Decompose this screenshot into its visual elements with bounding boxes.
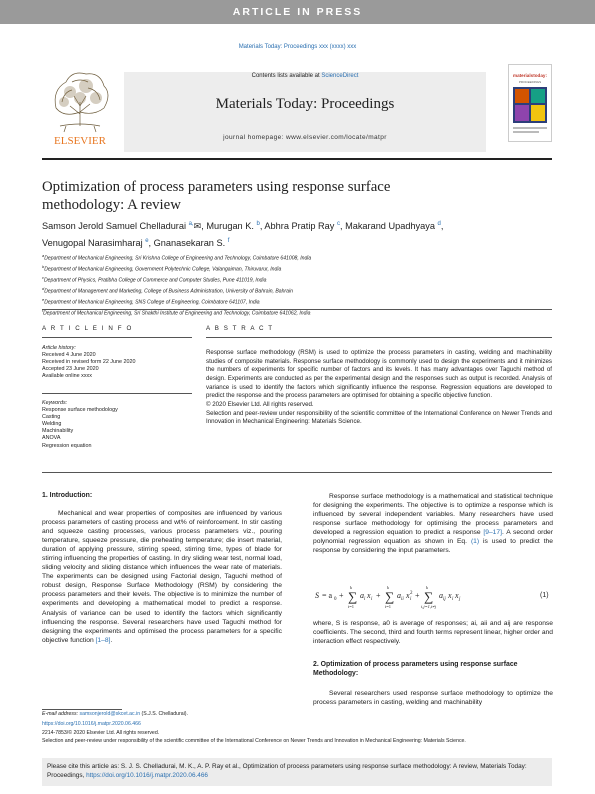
paragraph-text: Mechanical and wear properties of composites are influenced by various process parameters of casting process and wt% of reinforcement. In stir casting and squeeze casting processes, various process parameters viz., pouring temperature, squeeze pressure, die preheating temperature; die insert material, duration of applying pressure, stirring speed, stirring time, types of blade for stirring influencing the properties of casting. In dry sliding wear test, normal load, sliding velocity and sliding distance which influences the wear rate of materials. The experiments can be designed using Factorial design, Taguchi method of robust design, Response Surface Methodology (RSM) by considering the process parameters and their levels. The objective is to minimize the number of experiments and developing a mathematical model to predict a response. Analysis of variance can be used to identify the factors which significantly influencing the response. Several researchers have used Taguchi method for designing the experiments and optimised the process parameters for a specific objective function [42,510,282,644]
section-1-paragraph-3: where, S is response, a0 is average of responses; ai, aii and aij are response coefficients. The second, third and fourth terms represent linear, higher order and interaction effect respectively. [313,620,553,646]
affiliation-text: Department of Management and Marketing, College of Business Administration, University of Bahrain, Bahrain [44,288,293,295]
svg-text:j: j [459,597,461,602]
svg-text:k: k [350,585,352,590]
author-name[interactable]: Abhra Pratip Ray [264,221,335,232]
elsevier-logo[interactable] [42,62,118,150]
affiliation-rule [42,309,552,310]
homepage-url-link[interactable]: www.elsevier.com/locate/matpr [286,134,387,141]
affiliation-text: Department of Mechanical Engineering, SNS College of Engineering, Coimbatore 641107, India [44,299,260,306]
affiliation-text: Department of Mechanical Engineering, Government Polytechnic College, Valangaiman, Thiruvarur, India [44,266,282,273]
affiliation-item [42,274,552,285]
history-item: Received in revised form 22 June 2020 [42,359,136,366]
abstract-peer-review: Selection and peer-review under responsibility of the scientific committee of the International Conference on Newer Trends and Innovation in Mechanical Engineering: Materials Science. [206,409,552,426]
svg-text:x: x [406,591,410,600]
reference-link[interactable]: [1–8] [95,636,111,644]
equation-formula [313,581,549,611]
homepage-prefix: journal homepage: [223,134,287,141]
article-info-rule [42,337,192,338]
svg-text:a: a [360,591,364,600]
keywords [42,400,182,450]
reference-link[interactable]: [9–17] [483,529,502,537]
abstract-label: A B S T R A C T [206,325,274,332]
article-history [42,345,182,380]
article-title [42,178,482,214]
regression-equation [313,581,549,611]
keyword-item: Regression equation [42,442,92,449]
affiliation-item [42,296,552,307]
title-line-1: Optimization of process parameters using response surface [42,179,391,195]
svg-text:a: a [397,591,401,600]
author-affiliation-marker[interactable]: d [437,221,441,227]
affiliation-marker: c [42,274,44,280]
email-suffix: (S.J.S. Chelladurai). [140,711,188,717]
cover-title: materialstoday: [513,73,547,78]
author-affiliation-marker[interactable]: e [145,238,149,245]
header-rule [42,158,552,160]
affiliation-marker: d [42,285,45,291]
title-line-2: methodology: A review [42,197,181,213]
author-name[interactable]: Gnanasekaran S. [153,238,226,249]
history-item: Accepted 23 June 2020 [42,366,99,373]
author-name[interactable]: Makarand Upadhyaya [345,221,435,232]
author-name[interactable]: Samson Jerold Samuel Chelladurai [42,221,187,232]
svg-text:S: S [315,591,319,600]
abstract-copyright: © 2020 Elsevier Ltd. All rights reserved. [206,400,314,408]
author-name[interactable]: Murugan K. [206,221,254,232]
affiliation-text: Department of Mechanical Engineering, Sri Krishna College of Engineering and Technology, Coimbatore 641008, India [44,255,312,262]
history-rule [42,393,192,394]
svg-text:∑: ∑ [424,589,434,604]
svg-text:ii: ii [401,597,404,602]
svg-text:∑: ∑ [348,589,358,604]
abstract-bottom-rule [42,472,552,473]
article-history-label: Article history: [42,345,76,351]
affiliation-marker: f [42,307,44,313]
svg-text:i: i [364,597,366,602]
svg-text:∑: ∑ [385,589,395,604]
svg-text:ij: ij [443,597,446,602]
footnote-rule [42,709,122,710]
contents-line [124,73,486,79]
svg-text:x: x [448,591,452,600]
affiliation-marker: b [42,263,45,269]
abstract-rule [206,337,552,338]
affiliation-text: Department of Physics, Pratibha College of Commerce and Computer Studies, Pune 411019, India [44,277,267,284]
svg-text:i=1: i=1 [385,604,392,609]
svg-text:+: + [415,591,420,600]
email-label: E-mail address: [42,711,80,717]
author-name[interactable]: Venugopal Narasimharaj [42,238,143,249]
paragraph-text: Response surface methodology is a mathematical and statistical technique for designing the experiments. The objective is to optimize a response which is influenced by several independent variables. Many researchers have used response surface methodology for optimising the process parameters and developed a regression equation to predict a response [313,493,553,537]
svg-text:i=1: i=1 [348,604,355,609]
history-item: Received 4 June 2020 [42,352,96,359]
doi-link [42,721,141,729]
affiliation-text: Department of Mechanical Engineering, Sri Shakthi Institute of Engineering and Technology, Coimbatore 641062, India [43,310,311,317]
paragraph-text: . A second order polynomial regression equation as shown in Eq. [313,529,553,546]
journal-homepage [124,134,486,141]
svg-text:x: x [455,591,459,600]
author-affiliation-marker[interactable]: f [227,238,230,245]
equation-link[interactable]: (1) [470,538,480,546]
author-affiliation-marker[interactable]: b [256,221,260,227]
svg-text:i: i [371,597,373,602]
svg-text:+: + [339,591,344,600]
section-1-paragraph-2 [313,492,553,555]
affiliation-item [42,252,552,263]
sciencedirect-link[interactable]: ScienceDirect [321,73,359,79]
abstract-body [206,349,552,427]
svg-text:a: a [439,591,443,600]
keyword-item: Welding [42,421,62,428]
svg-text:k: k [426,585,428,590]
affiliation-item [42,263,552,274]
article-in-press-banner: ARTICLE IN PRESS [0,0,595,24]
svg-text:i,j=1,i≠j: i,j=1,i≠j [421,604,437,609]
author-affiliation-marker[interactable]: a, [188,221,194,227]
keyword-item: ANOVA [42,435,61,442]
keyword-item: Machinability [42,428,74,435]
affiliation-marker: a [42,253,45,258]
citation-doi-link[interactable]: https://doi.org/10.1016/j.matpr.2020.06.466 [86,772,208,779]
contents-prefix: Contents lists available at [251,73,322,79]
corresponding-email [42,711,188,719]
masthead [42,62,552,152]
article-info-label: A R T I C L E I N F O [42,325,133,332]
svg-text:x: x [367,591,371,600]
history-item: Available online xxxx [42,373,92,380]
journal-cover-thumbnail[interactable] [508,64,552,142]
journal-header-panel [124,72,486,152]
affiliation-item [42,285,552,296]
journal-reference-link[interactable]: Materials Today: Proceedings xxx (xxxx) xxx [238,44,357,50]
paragraph-text: is used to predict the response by considering the input parameters. [313,538,553,555]
svg-text:= a: = a [322,591,333,600]
journal-cover-image [509,65,551,141]
email-link[interactable]: samsonjerold@skcet.ac.in [79,711,141,717]
elsevier-tree-icon [42,62,118,150]
affiliation-marker: e [42,296,45,302]
svg-text:k: k [387,585,389,590]
cover-subtitle: PROCEEDINGS [518,80,542,84]
citation-text: Please cite this article as: S. J. S. Chelladurai, M. K., A. P. Ray et al., Optimization of process parameters using response surface methodology: A review, Materials Today: Proceedings, [47,763,527,779]
equation-number: (1) [540,592,549,599]
svg-text:i: i [452,597,454,602]
svg-text:0: 0 [334,597,337,602]
keywords-label: Keywords: [42,400,68,406]
citation-box [42,758,552,786]
svg-text:+: + [376,591,381,600]
svg-text:2: 2 [410,591,413,596]
section-1-heading: 1. Introduction: [42,492,93,499]
elsevier-wordmark: ELSEVIER [54,135,106,147]
author-affiliation-marker[interactable]: c [336,221,340,227]
author-list: Samson Jerold Samuel Chelladurai $^{a,}$✉, Murugan K. $^b$, Abhra Pratip Ray $^c$, Makarand Upadhyaya $^d$, Venugopal Narasimharaj $^e$, Gnanasekaran S. $^f$ [42,221,444,249]
doi-url[interactable]: https://doi.org/10.1016/j.matpr.2020.06.466 [42,721,141,727]
section-2-paragraph-1: Several researchers used response surface methodology to optimize the process parameters in casting, welding and machinability [313,690,553,707]
keyword-item: Response surface methodology [42,407,118,414]
journal-name: Materials Today: Proceedings [215,96,395,112]
issn-line: 2214-7853/© 2020 Elsevier Ltd. All rights reserved. [42,730,160,736]
section-1-paragraph-1: Mechanical and wear properties of composites are influenced by various process parameters of casting process and wt% of reinforcement. In stir casting and squeeze casting processes, various process parameters viz., pouring temperature, squeeze pressure, die preheating temperature; die insert material, duration of applying pressure, stirring speed, stirring time, types of blade for stirring influencing the properties of casting. In dry sliding wear test, normal load, sliding velocity and sliding distance which influences the wear rate of materials. The experiments can be designed using Factorial design, Taguchi method of robust design, Response Surface Methodology (RSM) by considering the process parameters and their levels. The objective is to minimize the number of experiments and developing a mathematical model to predict a response. Analysis of variance can be used to identify the factors which significantly influencing the response. Several researchers have used Taguchi method for designing the experiments and optimised the process parameters for a specific objective function [1–8]. [42,510,282,644]
keyword-item: Casting [42,414,61,421]
svg-text:i: i [410,597,412,602]
abstract-paragraph: Response surface methodology (RSM) is used to optimize the process parameters in casting, welding and machinability studies of composite materials. Response surface methodology is commonly used to design the experiments and it minimizes the numbers of experiments for specific number of factors and its levels. It has many advantages over Taguchi method of design. Experiments are conducted as per the experimental design and the responses such as output is recorded. Analysis of variance is used to identify the factors which significantly influence the response. Regression equations are developed to predict the response and the process parameters are optimised for obtaining a specific objective function. [206,349,552,400]
section-2-heading: 2. Optimization of process parameters using response surface Methodology: [313,661,518,677]
peer-review-footnote: Selection and peer-review under responsibility of the scientific committee of the International Conference on Newer Trends and Innovation in Mechanical Engineering: Materials Science. [42,738,466,744]
email-icon[interactable]: ✉ [193,221,202,232]
